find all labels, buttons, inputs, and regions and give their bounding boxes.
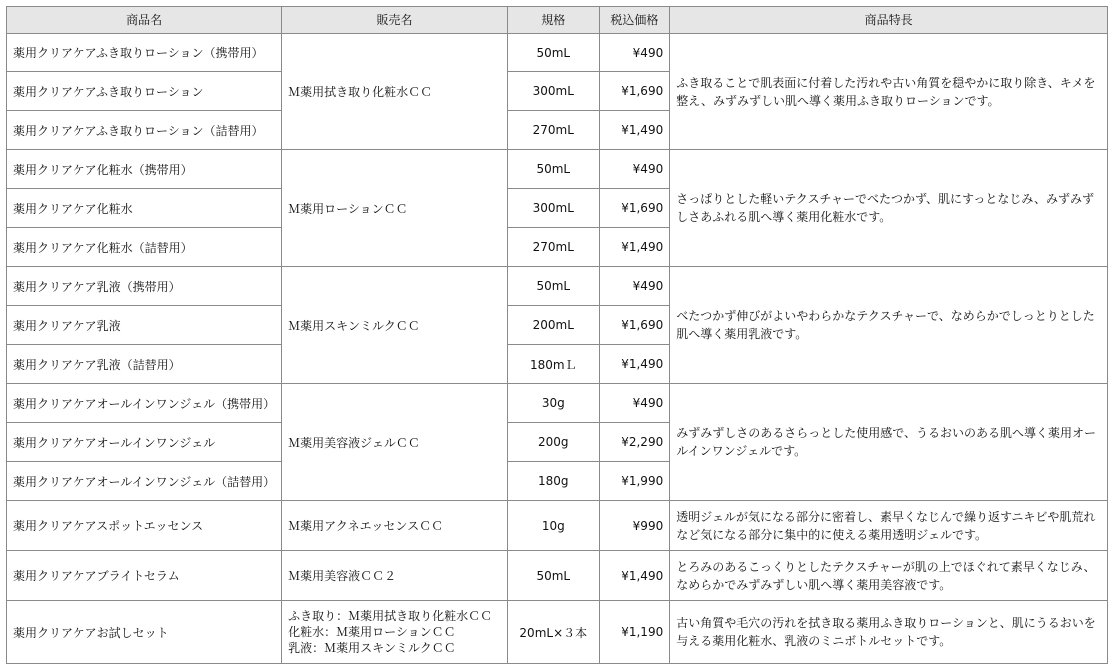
spec-cell: 50mL (507, 150, 599, 189)
spec-cell: 180mＬ (507, 345, 599, 384)
product-name-cell: 薬用クリアケアオールインワンジェル（詰替用） (7, 462, 282, 501)
header-spec: 規格 (507, 7, 599, 34)
price-cell: ¥2,290 (599, 423, 670, 462)
sales-name-cell: Ｍ薬用拭き取り化粧水ＣＣ (282, 34, 508, 150)
price-cell: ¥1,690 (599, 72, 670, 111)
table-row (7, 551, 1108, 601)
price-cell: ¥1,490 (599, 551, 670, 601)
price-cell: ¥490 (599, 150, 670, 189)
sales-name-cell: Ｍ薬用スキンミルクＣＣ (282, 267, 508, 384)
header-price: 税込価格 (599, 7, 670, 34)
header-features: 商品特長 (670, 7, 1108, 34)
product-name-cell: 薬用クリアケアスポットエッセンス (7, 501, 282, 551)
feature-cell: みずみずしさのあるさらっとした使用感で、うるおいのある肌へ導く薬用オールインワンジェルです。 (670, 384, 1108, 501)
table-row (7, 384, 1108, 423)
product-table (6, 6, 1108, 664)
header-row (7, 7, 1108, 34)
sales-name-cell (282, 601, 508, 664)
spec-cell: 200g (507, 423, 599, 462)
price-cell: ¥490 (599, 384, 670, 423)
sales-name-cell: Ｍ薬用ローションＣＣ (282, 150, 508, 267)
spec-cell: 30g (507, 384, 599, 423)
spec-cell: 180g (507, 462, 599, 501)
table-row (7, 267, 1108, 306)
feature-cell: さっぱりとした軽いテクスチャーでべたつかず、肌にすっとなじみ、みずみずしさあふれる肌へ導く薬用化粧水です。 (670, 150, 1108, 267)
table-row (7, 501, 1108, 551)
product-name-cell: 薬用クリアケア化粧水 (7, 189, 282, 228)
spec-cell: 20mL×３本 (507, 601, 599, 664)
product-name-cell: 薬用クリアケア化粧水（詰替用） (7, 228, 282, 267)
product-name-cell: 薬用クリアケア乳液（詰替用） (7, 345, 282, 384)
price-cell: ¥490 (599, 34, 670, 72)
product-name-cell: 薬用クリアケアふき取りローション (7, 72, 282, 111)
spec-cell: 270mL (507, 228, 599, 267)
price-cell: ¥1,490 (599, 228, 670, 267)
spec-cell: 200mL (507, 306, 599, 345)
product-name-cell: 薬用クリアケア化粧水（携帯用） (7, 150, 282, 189)
table-row (7, 34, 1108, 72)
price-cell: ¥1,690 (599, 306, 670, 345)
price-cell: ¥1,190 (599, 601, 670, 664)
header-product-name: 商品名 (7, 7, 282, 34)
product-name-cell: 薬用クリアケア乳液（携帯用） (7, 267, 282, 306)
table-row (7, 601, 1108, 664)
table-row (7, 150, 1108, 189)
spec-cell: 270mL (507, 111, 599, 150)
header-sales-name: 販売名 (282, 7, 508, 34)
sales-name-line: 化粧水：Ｍ薬用ローションＣＣ (288, 625, 456, 639)
product-name-cell: 薬用クリアケアオールインワンジェル（携帯用） (7, 384, 282, 423)
price-cell: ¥1,490 (599, 111, 670, 150)
feature-cell: とろみのあるこっくりとしたテクスチャーが肌の上でほぐれて素早くなじみ、なめらかでみずみずしい肌へ導く薬用美容液です。 (670, 551, 1108, 601)
feature-cell: 透明ジェルが気になる部分に密着し、素早くなじんで繰り返すニキビや肌荒れなど気になる部分に集中的に使える薬用透明ジェルです。 (670, 501, 1108, 551)
feature-cell: 古い角質や毛穴の汚れを拭き取る薬用ふき取りローションと、肌にうるおいを与える薬用化粧水、乳液のミニボトルセットです。 (670, 601, 1108, 664)
price-cell: ¥1,490 (599, 345, 670, 384)
feature-cell: べたつかず伸びがよいやわらかなテクスチャーで、なめらかでしっとりとした肌へ導く薬用乳液です。 (670, 267, 1108, 384)
price-cell: ¥1,690 (599, 189, 670, 228)
sales-name-cell: Ｍ薬用美容液ジェルＣＣ (282, 384, 508, 501)
spec-cell: 50mL (507, 34, 599, 72)
price-cell: ¥990 (599, 501, 670, 551)
spec-cell: 50mL (507, 551, 599, 601)
sales-name-line: 乳液：Ｍ薬用スキンミルクＣＣ (288, 641, 456, 655)
sales-name-cell: Ｍ薬用美容液ＣＣ２ (282, 551, 508, 601)
spec-cell: 50mL (507, 267, 599, 306)
product-name-cell: 薬用クリアケアブライトセラム (7, 551, 282, 601)
product-table-container (6, 6, 1108, 664)
spec-cell: 300mL (507, 72, 599, 111)
spec-cell: 10g (507, 501, 599, 551)
product-name-cell: 薬用クリアケア乳液 (7, 306, 282, 345)
price-cell: ¥490 (599, 267, 670, 306)
spec-cell: 300mL (507, 189, 599, 228)
product-name-cell: 薬用クリアケアオールインワンジェル (7, 423, 282, 462)
sales-name-cell: Ｍ薬用アクネエッセンスＣＣ (282, 501, 508, 551)
product-name-cell: 薬用クリアケアお試しセット (7, 601, 282, 664)
product-name-cell: 薬用クリアケアふき取りローション（携帯用） (7, 34, 282, 72)
sales-name-line: ふき取り：Ｍ薬用拭き取り化粧水ＣＣ (288, 609, 493, 623)
product-name-cell: 薬用クリアケアふき取りローション（詰替用） (7, 111, 282, 150)
feature-cell: ふき取ることで肌表面に付着した汚れや古い角質を穏やかに取り除き、キメを整え、みずみずしい肌へ導く薬用ふき取りローションです。 (670, 34, 1108, 150)
price-cell: ¥1,990 (599, 462, 670, 501)
